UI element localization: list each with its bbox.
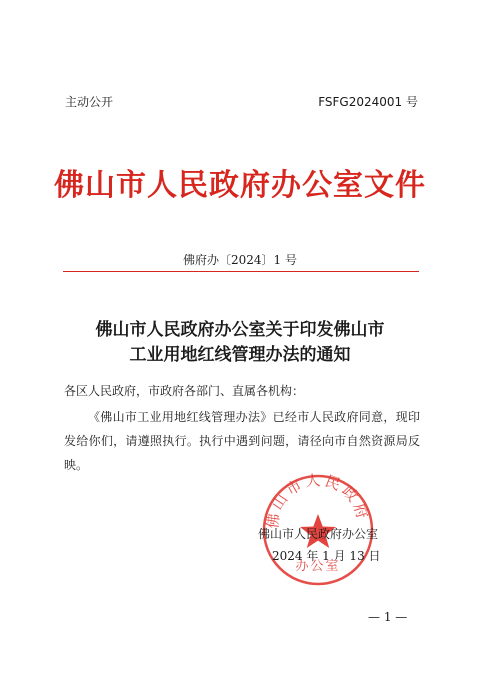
notice-title-line-2: 工业用地红线管理办法的通知 <box>129 345 351 365</box>
header-divider <box>63 271 419 272</box>
signer: 佛山市人民政府办公室 <box>258 527 379 541</box>
disclosure-label: 主动公开 <box>65 95 114 109</box>
salutation: 各区人民政府，市政府各部门、直属各机构： <box>64 384 305 398</box>
notice-title-line-1: 佛山市人民政府办公室关于印发佛山市 <box>95 320 385 340</box>
page-number: — 1 — <box>368 610 408 624</box>
document-number: 佛府办〔2024〕1 号 <box>183 253 297 267</box>
document-code: FSFG2024001 号 <box>318 95 418 109</box>
document-header-title: 佛山市人民政府办公室文件 <box>54 168 426 203</box>
body-paragraph: 《佛山市工业用地红线管理办法》已经市人民政府同意，现印发给你们，请遵照执行。执行中遇到问题，请径向市自然资源局反映。 <box>64 410 420 472</box>
svg-text:办公室: 办公室 <box>295 559 341 574</box>
svg-text:佛山市人民政府: 佛山市人民政府 <box>263 470 373 530</box>
issue-date: 2024 年 1 月 13 日 <box>272 549 381 563</box>
